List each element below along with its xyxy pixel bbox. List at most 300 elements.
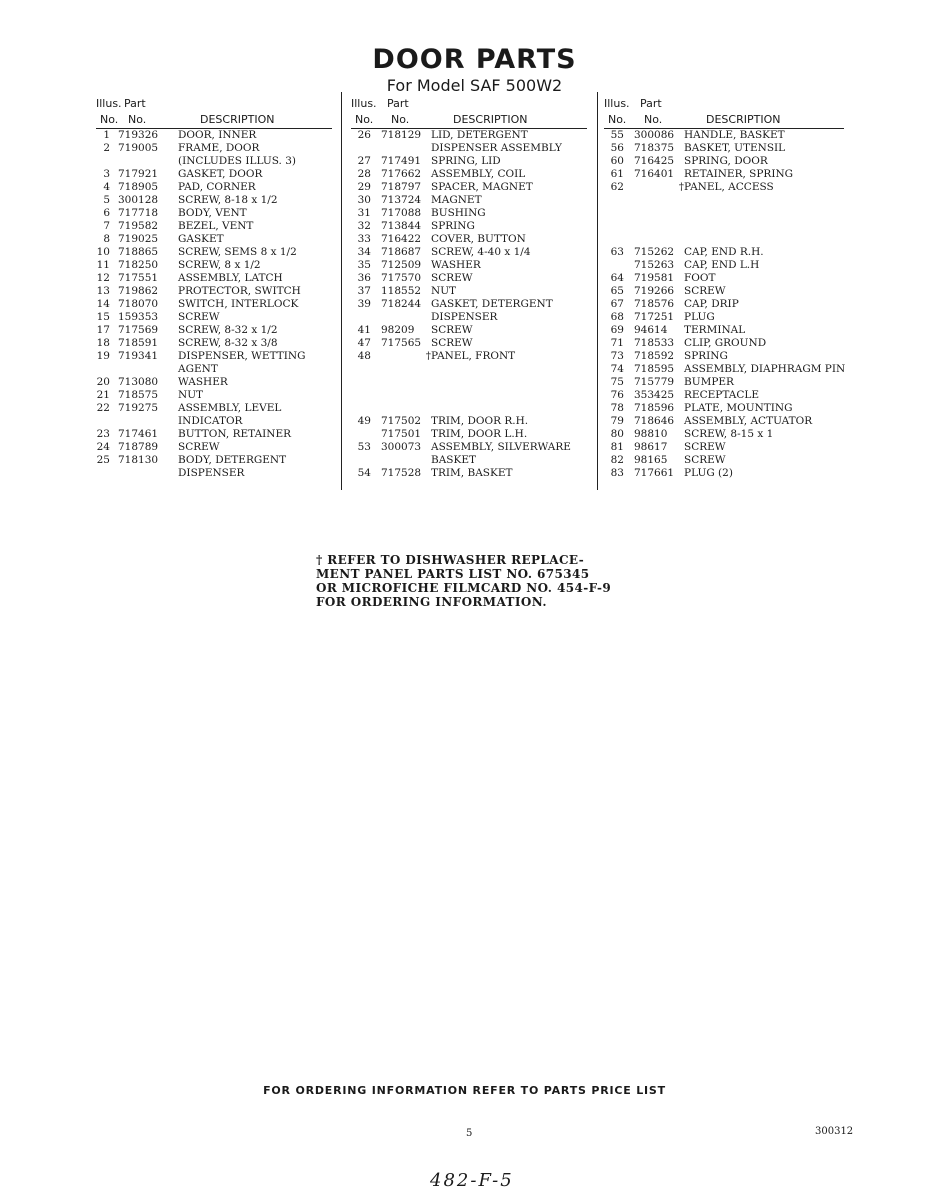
- illus-number: 19: [96, 350, 110, 362]
- illus-number: 80: [610, 428, 624, 440]
- illus-number: 76: [610, 389, 624, 401]
- header-illus-no: No.: [355, 113, 374, 126]
- illus-number: 35: [357, 259, 371, 271]
- parts-row: [604, 246, 844, 259]
- part-number: 300073: [381, 441, 422, 453]
- parts-row: [604, 402, 844, 415]
- parts-row: [96, 285, 332, 298]
- part-description: PLUG: [684, 311, 715, 323]
- part-number: 717661: [634, 467, 675, 479]
- column-header: [604, 95, 844, 129]
- part-description: SWITCH, INTERLOCK: [178, 298, 299, 310]
- part-description: SCREW, 8-32 x 1/2: [178, 324, 278, 336]
- part-number: 718646: [634, 415, 675, 427]
- parts-row: [351, 129, 587, 142]
- part-number: 719341: [118, 350, 159, 362]
- header-part: Part: [387, 97, 409, 110]
- part-number: 718244: [381, 298, 422, 310]
- illus-number: 18: [96, 337, 110, 349]
- illus-number: 78: [610, 402, 624, 414]
- part-description: CAP, END L.H: [684, 259, 760, 271]
- parts-row: [96, 259, 332, 272]
- part-description: WASHER: [431, 259, 481, 271]
- part-description: INDICATOR: [178, 415, 243, 427]
- part-number: 300128: [118, 194, 159, 206]
- part-description: TRIM, DOOR R.H.: [431, 415, 529, 427]
- illus-number: 4: [103, 181, 110, 193]
- illus-number: 81: [610, 441, 624, 453]
- parts-row: [351, 233, 587, 246]
- parts-row: [96, 350, 332, 363]
- parts-row: [96, 207, 332, 220]
- part-description: HANDLE, BASKET: [684, 129, 785, 141]
- parts-row: [604, 168, 844, 181]
- illus-number: 75: [610, 376, 624, 388]
- part-description: DISPENSER: [431, 311, 498, 323]
- illus-number: 20: [96, 376, 110, 388]
- part-number: 717251: [634, 311, 675, 323]
- part-number: 712509: [381, 259, 422, 271]
- part-description: SCREW, 8-15 x 1: [684, 428, 774, 440]
- part-description: DISPENSER: [178, 467, 245, 479]
- part-description: GASKET, DETERGENT: [431, 298, 553, 310]
- part-number: 717461: [118, 428, 159, 440]
- illus-number: 21: [96, 389, 110, 401]
- illus-number: 53: [357, 441, 371, 453]
- parts-row: [604, 363, 844, 376]
- part-number: 713080: [118, 376, 159, 388]
- part-number: 719326: [118, 129, 159, 141]
- part-description: PANEL, FRONT: [431, 350, 516, 362]
- parts-row: [351, 142, 587, 155]
- illus-number: 7: [103, 220, 110, 232]
- note-line: † REFER TO DISHWASHER REPLACE-: [316, 553, 585, 567]
- part-number: 719266: [634, 285, 675, 297]
- illus-number: 71: [610, 337, 624, 349]
- parts-row: [96, 311, 332, 324]
- part-number: 717718: [118, 207, 159, 219]
- part-number: 718865: [118, 246, 159, 258]
- illus-number: 15: [96, 311, 110, 323]
- part-number: 718687: [381, 246, 422, 258]
- parts-row: [604, 285, 844, 298]
- parts-row: [96, 324, 332, 337]
- part-number: 717570: [381, 272, 422, 284]
- part-number: 98165: [634, 454, 668, 466]
- part-number: 719862: [118, 285, 159, 297]
- part-number: 719025: [118, 233, 159, 245]
- illus-number: 12: [96, 272, 110, 284]
- illus-number: 13: [96, 285, 110, 297]
- replacement-panel-note: [316, 553, 611, 609]
- header-part: Part: [640, 97, 662, 110]
- parts-column-2: [351, 95, 587, 480]
- part-number: 715262: [634, 246, 675, 258]
- parts-row: [96, 181, 332, 194]
- part-description: SCREW, 8-18 x 1/2: [178, 194, 278, 206]
- parts-column-1: [96, 95, 332, 480]
- part-number: 716425: [634, 155, 675, 167]
- part-description: SCREW: [684, 454, 726, 466]
- parts-row: [604, 467, 844, 480]
- part-number: 98617: [634, 441, 668, 453]
- illus-number: 24: [96, 441, 110, 453]
- part-description: ASSEMBLY, ACTUATOR: [684, 415, 813, 427]
- header-illus: Illus.: [96, 97, 122, 110]
- part-description: SCREW, 4-40 x 1/4: [431, 246, 531, 258]
- parts-row: [604, 207, 844, 220]
- part-number: 713844: [381, 220, 422, 232]
- illus-number: 23: [96, 428, 110, 440]
- part-description: SCREW, 8-32 x 3/8: [178, 337, 278, 349]
- model-subtitle: For Model SAF 500W2: [386, 76, 563, 95]
- part-number: 717662: [381, 168, 422, 180]
- part-number: 716401: [634, 168, 675, 180]
- part-number: 717569: [118, 324, 159, 336]
- parts-row: [96, 194, 332, 207]
- parts-row: [604, 350, 844, 363]
- part-description: COVER, BUTTON: [431, 233, 526, 245]
- parts-row: [604, 272, 844, 285]
- part-description: SCREW, 8 x 1/2: [178, 259, 261, 271]
- column-divider: [597, 92, 598, 490]
- header-illus: Illus.: [604, 97, 630, 110]
- parts-row: [351, 220, 587, 233]
- part-description: SCREW: [178, 311, 220, 323]
- part-description: FRAME, DOOR: [178, 142, 260, 154]
- header-part-no: No.: [644, 113, 663, 126]
- part-description: CLIP, GROUND: [684, 337, 767, 349]
- part-description: CAP, DRIP: [684, 298, 739, 310]
- illus-number: 69: [610, 324, 624, 336]
- parts-row: [96, 376, 332, 389]
- part-description: SCREW: [178, 441, 220, 453]
- illus-number: 82: [610, 454, 624, 466]
- illus-number: 28: [357, 168, 371, 180]
- part-description: PROTECTOR, SWITCH: [178, 285, 301, 297]
- part-description: SPRING, DOOR: [684, 155, 768, 167]
- parts-row: [351, 272, 587, 285]
- illus-number: 6: [103, 207, 110, 219]
- document-number: 300312: [815, 1126, 854, 1137]
- note-line: MENT PANEL PARTS LIST NO. 675345: [316, 567, 590, 581]
- illus-number: 60: [610, 155, 624, 167]
- parts-row: [351, 246, 587, 259]
- illus-number: 67: [610, 298, 624, 310]
- parts-row: [351, 259, 587, 272]
- part-number: 717502: [381, 415, 422, 427]
- part-number: 718575: [118, 389, 159, 401]
- parts-row: [351, 402, 587, 415]
- part-number: 717491: [381, 155, 422, 167]
- page-number: 5: [466, 1128, 473, 1139]
- illus-number: 2: [103, 142, 110, 154]
- illus-number: 11: [96, 259, 110, 271]
- illus-number: 56: [610, 142, 624, 154]
- parts-row: [96, 454, 332, 467]
- illus-number: 31: [357, 207, 371, 219]
- part-description: SCREW: [684, 285, 726, 297]
- parts-row: [604, 129, 844, 142]
- part-description: SCREW: [431, 324, 473, 336]
- part-description: BUMPER: [684, 376, 734, 388]
- part-description: NUT: [431, 285, 457, 297]
- parts-row: [96, 233, 332, 246]
- parts-row: [96, 467, 332, 480]
- illus-number: 79: [610, 415, 624, 427]
- column-header: [351, 95, 587, 129]
- note-line: FOR ORDERING INFORMATION.: [316, 595, 547, 609]
- header-description: DESCRIPTION: [200, 113, 275, 126]
- parts-row: [351, 207, 587, 220]
- parts-row: [96, 402, 332, 415]
- part-description: ASSEMBLY, DIAPHRAGM PIN: [684, 363, 846, 375]
- parts-row: [351, 467, 587, 480]
- part-number: †: [425, 350, 431, 362]
- part-description: LID, DETERGENT: [431, 129, 528, 141]
- part-number: 719005: [118, 142, 159, 154]
- part-number: 718797: [381, 181, 422, 193]
- part-description: SPACER, MAGNET: [431, 181, 533, 193]
- parts-row: [96, 142, 332, 155]
- part-description: RETAINER, SPRING: [684, 168, 794, 180]
- parts-row: [96, 441, 332, 454]
- illus-number: 34: [357, 246, 371, 258]
- part-description: TERMINAL: [684, 324, 746, 336]
- illus-number: 17: [96, 324, 110, 336]
- parts-row: [604, 298, 844, 311]
- part-number: 717501: [381, 428, 422, 440]
- part-description: BUTTON, RETAINER: [178, 428, 292, 440]
- parts-row: [96, 220, 332, 233]
- part-number: 715263: [634, 259, 675, 271]
- header-illus-no: No.: [608, 113, 627, 126]
- part-description: PLUG (2): [684, 467, 733, 479]
- illus-number: 37: [357, 285, 371, 297]
- illus-number: 83: [610, 467, 624, 479]
- illus-number: 73: [610, 350, 624, 362]
- illus-number: 10: [96, 246, 110, 258]
- part-number: 98209: [381, 324, 415, 336]
- part-number: 718533: [634, 337, 675, 349]
- part-description: BASKET: [431, 454, 477, 466]
- parts-row: [351, 415, 587, 428]
- part-description: DISPENSER ASSEMBLY: [431, 142, 562, 154]
- part-description: SCREW, SEMS 8 x 1/2: [178, 246, 297, 258]
- header-illus-no: No.: [100, 113, 119, 126]
- parts-row: [604, 415, 844, 428]
- part-number: 717528: [381, 467, 422, 479]
- parts-row: [351, 454, 587, 467]
- illus-number: 74: [610, 363, 624, 375]
- part-description: PAD, CORNER: [178, 181, 256, 193]
- parts-row: [604, 142, 844, 155]
- illus-number: 36: [357, 272, 371, 284]
- illus-number: 5: [103, 194, 110, 206]
- parts-row: [604, 376, 844, 389]
- parts-row: [604, 155, 844, 168]
- part-description: BUSHING: [431, 207, 486, 219]
- part-number: 716422: [381, 233, 422, 245]
- illus-number: 22: [96, 402, 110, 414]
- illus-number: 64: [610, 272, 624, 284]
- part-number: 98810: [634, 428, 668, 440]
- part-description: ASSEMBLY, SILVERWARE: [431, 441, 571, 453]
- part-number: 718596: [634, 402, 675, 414]
- parts-row: [351, 155, 587, 168]
- part-description: TRIM, DOOR L.H.: [431, 428, 528, 440]
- parts-row: [96, 246, 332, 259]
- part-description: SPRING: [431, 220, 475, 232]
- parts-row: [96, 272, 332, 285]
- part-number: 718250: [118, 259, 159, 271]
- part-number: 718905: [118, 181, 159, 193]
- illus-number: 14: [96, 298, 110, 310]
- part-number: 718130: [118, 454, 159, 466]
- illus-number: 55: [610, 129, 624, 141]
- header-part-no: No.: [128, 113, 147, 126]
- parts-row: [351, 363, 587, 376]
- parts-row: [351, 168, 587, 181]
- parts-row: [96, 155, 332, 168]
- parts-row: [604, 337, 844, 350]
- part-description: BODY, DETERGENT: [178, 454, 287, 466]
- part-description: DOOR, INNER: [178, 129, 257, 141]
- illus-number: 1: [103, 129, 110, 141]
- illus-number: 41: [357, 324, 371, 336]
- part-description: SCREW: [684, 441, 726, 453]
- part-description: ASSEMBLY, LATCH: [178, 272, 283, 284]
- parts-row: [604, 194, 844, 207]
- part-number: †: [678, 181, 684, 193]
- part-description: ASSEMBLY, COIL: [431, 168, 526, 180]
- column-header: [96, 95, 332, 129]
- parts-row: [351, 285, 587, 298]
- part-number: 718789: [118, 441, 159, 453]
- parts-row: [96, 428, 332, 441]
- part-description: NUT: [178, 389, 204, 401]
- part-number: 718591: [118, 337, 159, 349]
- handwritten-reference: 482-F-5: [430, 1170, 514, 1191]
- parts-row: [604, 311, 844, 324]
- header-description: DESCRIPTION: [453, 113, 528, 126]
- illus-number: 27: [357, 155, 371, 167]
- illus-number: 49: [357, 415, 371, 427]
- parts-row: [351, 194, 587, 207]
- part-number: 718129: [381, 129, 422, 141]
- parts-row: [351, 337, 587, 350]
- parts-row: [604, 259, 844, 272]
- illus-number: 63: [610, 246, 624, 258]
- header-description: DESCRIPTION: [706, 113, 781, 126]
- part-number: 719275: [118, 402, 159, 414]
- parts-row: [351, 311, 587, 324]
- part-description: AGENT: [178, 363, 218, 375]
- part-number: 159353: [118, 311, 159, 323]
- part-description: BASKET, UTENSIL: [684, 142, 786, 154]
- parts-row: [96, 168, 332, 181]
- part-description: TRIM, BASKET: [431, 467, 513, 479]
- illus-number: 30: [357, 194, 371, 206]
- part-description: FOOT: [684, 272, 716, 284]
- part-description: RECEPTACLE: [684, 389, 760, 401]
- part-description: PLATE, MOUNTING: [684, 402, 793, 414]
- part-number: 715779: [634, 376, 675, 388]
- parts-row: [96, 363, 332, 376]
- part-number: 719582: [118, 220, 159, 232]
- parts-row: [351, 389, 587, 402]
- part-description: MAGNET: [431, 194, 482, 206]
- parts-row: [604, 428, 844, 441]
- part-number: 718576: [634, 298, 675, 310]
- parts-row: [96, 415, 332, 428]
- part-description: GASKET: [178, 233, 224, 245]
- illus-number: 54: [357, 467, 371, 479]
- part-description: CAP, END R.H.: [684, 246, 764, 258]
- illus-number: 25: [96, 454, 110, 466]
- header-part: Part: [124, 97, 146, 110]
- part-description: SPRING: [684, 350, 728, 362]
- parts-row: [351, 324, 587, 337]
- illus-number: 68: [610, 311, 624, 323]
- parts-row: [604, 233, 844, 246]
- part-number: 717565: [381, 337, 422, 349]
- parts-row: [351, 428, 587, 441]
- part-description: SCREW: [431, 337, 473, 349]
- part-description: (INCLUDES ILLUS. 3): [178, 155, 296, 167]
- parts-row: [351, 441, 587, 454]
- parts-row: [604, 220, 844, 233]
- part-description: BEZEL, VENT: [178, 220, 254, 232]
- illus-number: 29: [357, 181, 371, 193]
- parts-row: [604, 181, 844, 194]
- part-number: 718595: [634, 363, 675, 375]
- illus-number: 33: [357, 233, 371, 245]
- part-number: 713724: [381, 194, 422, 206]
- illus-number: 3: [103, 168, 110, 180]
- illus-number: 61: [610, 168, 624, 180]
- parts-row: [351, 376, 587, 389]
- parts-row: [96, 129, 332, 142]
- part-number: 718070: [118, 298, 159, 310]
- parts-row: [96, 389, 332, 402]
- parts-row: [96, 337, 332, 350]
- part-description: SPRING, LID: [431, 155, 501, 167]
- part-description: GASKET, DOOR: [178, 168, 263, 180]
- ordering-footer: FOR ORDERING INFORMATION REFER TO PARTS PRICE LIST: [263, 1084, 666, 1097]
- part-number: 718375: [634, 142, 675, 154]
- part-description: PANEL, ACCESS: [684, 181, 774, 193]
- illus-number: 32: [357, 220, 371, 232]
- header-part-no: No.: [391, 113, 410, 126]
- part-description: SCREW: [431, 272, 473, 284]
- part-number: 719581: [634, 272, 675, 284]
- illus-number: 47: [357, 337, 371, 349]
- part-number: 353425: [634, 389, 675, 401]
- part-number: 717551: [118, 272, 159, 284]
- illus-number: 62: [610, 181, 624, 193]
- column-divider: [341, 92, 342, 490]
- illus-number: 65: [610, 285, 624, 297]
- illus-number: 39: [357, 298, 371, 310]
- parts-row: [604, 324, 844, 337]
- part-number: 300086: [634, 129, 675, 141]
- parts-row: [351, 298, 587, 311]
- part-description: DISPENSER, WETTING: [178, 350, 306, 362]
- parts-row: [351, 181, 587, 194]
- illus-number: 8: [103, 233, 110, 245]
- note-line: OR MICROFICHE FILMCARD NO. 454-F-9: [316, 581, 612, 595]
